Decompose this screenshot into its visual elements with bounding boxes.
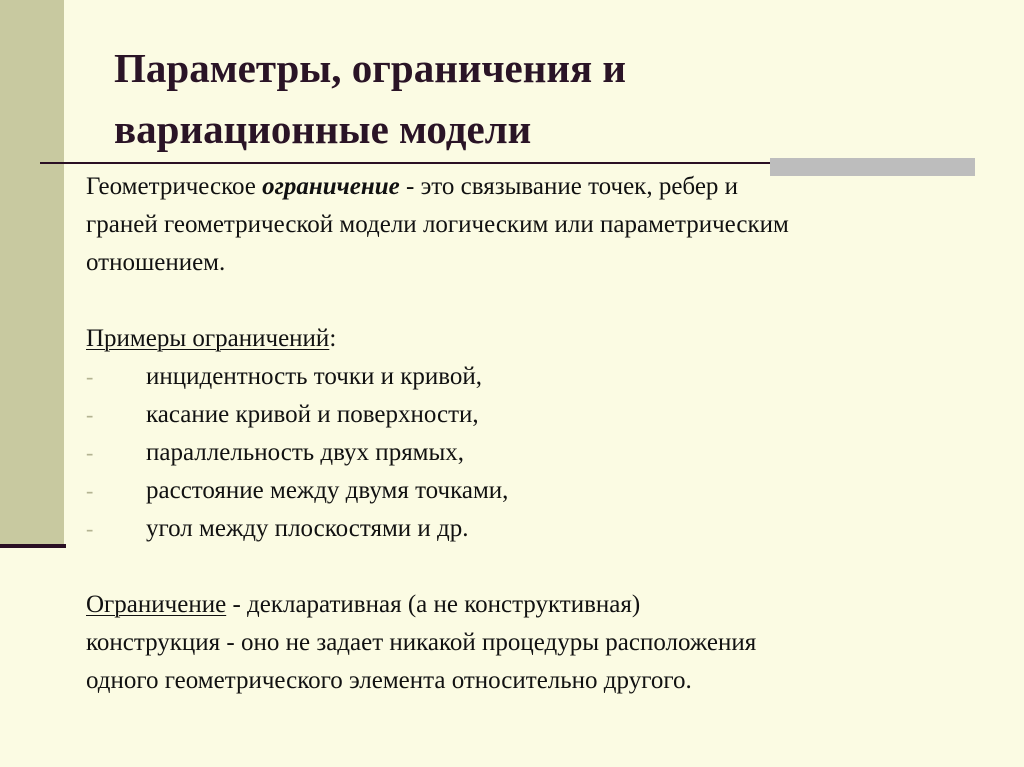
note-line-1-rest: - декларативная (а не конструктивная)	[226, 591, 641, 618]
examples-list	[86, 358, 986, 548]
list-item-text: угол между плоскостями и др.	[146, 515, 469, 542]
list-item	[86, 510, 986, 548]
title-line-1: Параметры, ограничения и	[114, 45, 627, 91]
slide-body	[86, 168, 986, 700]
note-line-2: конструкция - оно не задает никакой процедуры расположения	[86, 629, 757, 656]
note-paragraph	[86, 586, 986, 700]
dash-bullet-icon: -	[86, 364, 94, 389]
definition-line-2: граней геометрической модели логическим или параметрическим	[86, 211, 789, 238]
title-line-2: вариационные модели	[114, 106, 532, 152]
dash-bullet-icon: -	[86, 440, 94, 465]
list-item-text: расстояние между двумя точками,	[146, 477, 509, 504]
examples-heading	[86, 320, 986, 358]
note-line-3: одного геометрического элемента относительно другого.	[86, 667, 692, 694]
dash-bullet-icon: -	[86, 516, 94, 541]
slide-title	[114, 38, 974, 160]
list-item-text: параллельность двух прямых,	[146, 439, 465, 466]
left-decorative-bar	[0, 0, 64, 546]
list-item	[86, 434, 986, 472]
note-term: Ограничение	[86, 591, 227, 618]
list-item	[86, 358, 986, 396]
dash-bullet-icon: -	[86, 478, 94, 503]
dash-bullet-icon: -	[86, 402, 94, 427]
definition-term: ограничение	[262, 173, 400, 200]
list-item-text: инцидентность точки и кривой,	[146, 363, 483, 390]
definition-paragraph	[86, 168, 986, 282]
definition-lead: Геометрическое	[86, 173, 263, 200]
definition-line-1-rest: - это связывание точек, ребер и	[399, 173, 739, 200]
list-item-text: касание кривой и поверхности,	[146, 401, 479, 428]
examples-heading-text: Примеры ограничений	[86, 325, 330, 352]
spacer	[86, 282, 986, 320]
definition-line-3: отношением.	[86, 249, 226, 276]
list-item	[86, 472, 986, 510]
list-item	[86, 396, 986, 434]
left-bar-rule	[0, 544, 66, 548]
spacer	[86, 548, 986, 586]
examples-heading-colon: :	[329, 325, 337, 352]
